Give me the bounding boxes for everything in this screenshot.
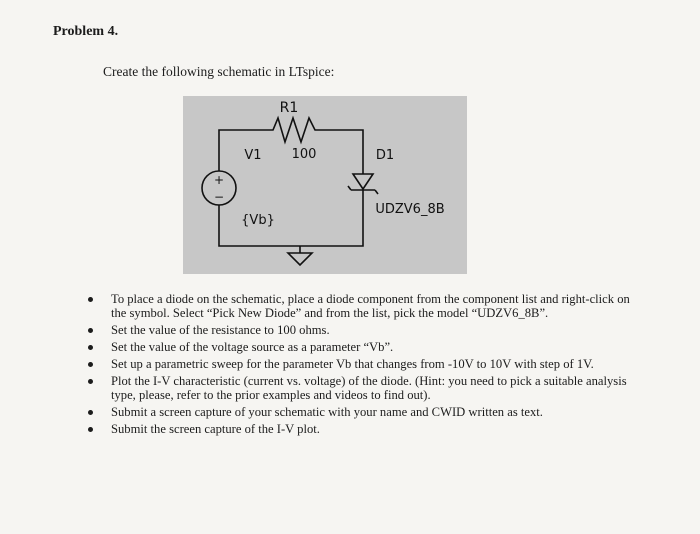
bullet-icon — [88, 328, 93, 333]
right-bottom-wire — [300, 190, 363, 246]
problem-intro: Create the following schematic in LTspice: — [103, 64, 335, 79]
instruction-text: Set the value of the resistance to 100 ohms. — [111, 323, 330, 337]
instruction-item — [88, 357, 648, 371]
diode-triangle — [353, 174, 373, 189]
diode-name: D1 — [375, 148, 395, 163]
instruction-item — [88, 405, 648, 419]
bullet-icon — [88, 410, 93, 415]
instruction-text: Submit the screen capture of the I-V plot. — [111, 422, 320, 436]
bullet-icon — [88, 427, 93, 432]
instruction-text: To place a diode on the schematic, place a diode component from the component list and right-click on the symbol. Select “Pick New Diode” and from the list, pick the model “UDZV6_8B”. — [111, 292, 630, 320]
instruction-item — [88, 340, 648, 354]
schematic-svg — [183, 96, 467, 274]
bullet-icon — [88, 362, 93, 367]
resistor-name: R1 — [279, 100, 299, 116]
bullet-icon — [88, 297, 93, 302]
source-value: {Vb} — [241, 213, 275, 228]
instruction-item — [88, 292, 648, 320]
instruction-text: Set up a parametric sweep for the parameter Vb that changes from -10V to 10V with step of 1V. — [111, 357, 594, 371]
schematic-figure — [183, 96, 467, 274]
source-name: V1 — [244, 148, 262, 163]
instruction-text: Set the value of the voltage source as a parameter “Vb”. — [111, 340, 394, 354]
instruction-item — [88, 374, 648, 402]
bullet-icon — [88, 345, 93, 350]
top-wire — [219, 118, 363, 174]
instruction-list — [88, 292, 648, 439]
instruction-text: Plot the I-V characteristic (current vs. voltage) of the diode. (Hint: you need to pick a suitable analysis type, please, refer to the prior examples and videos to find out). — [111, 374, 627, 402]
source-plus-sign: + — [213, 173, 225, 187]
source-minus-sign: − — [213, 190, 225, 204]
problem-title: Problem 4. — [53, 24, 119, 39]
resistor-value: 100 — [291, 147, 317, 162]
instruction-item — [88, 323, 648, 337]
instruction-item — [88, 422, 648, 436]
instruction-text: Submit a screen capture of your schematic with your name and CWID written as text. — [111, 405, 543, 419]
ground-symbol — [288, 246, 312, 265]
bullet-icon — [88, 379, 93, 384]
diode-model: UDZV6_8B — [375, 202, 445, 217]
